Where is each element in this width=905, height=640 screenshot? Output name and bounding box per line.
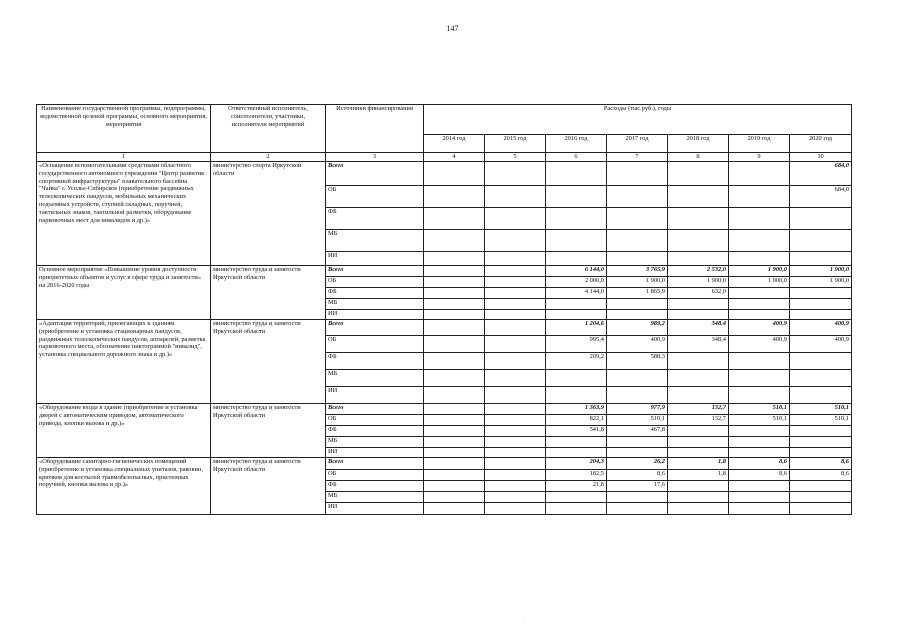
expense-value: 2 532,0 [668,266,729,277]
funding-source: МБ [326,230,424,252]
activity-executor: министерство труда и занятости Иркутской области [211,266,326,320]
expense-value [790,426,852,437]
expense-value [668,208,729,230]
expense-value: 1 900,0 [729,277,790,288]
expense-value: 182,5 [546,470,607,481]
table-row [37,458,852,470]
expense-value: 632,0 [668,288,729,299]
header-year: 2014 год [424,135,485,153]
expense-value: 400,9 [790,336,852,353]
expense-value: 132,7 [668,415,729,426]
expense-value [607,437,668,448]
expense-value: 204,3 [546,458,607,470]
funding-source: ИИ [326,448,424,458]
activity-description: Основное мероприятие «Повышение уровня доступности приоритетных объектов и услуг в сфере труда и занятости» на 2016-2020 годы [37,266,211,320]
expense-value [668,230,729,252]
expense-value: 6 144,0 [546,266,607,277]
expense-value [668,252,729,266]
expense-value [424,404,485,415]
expense-value [424,387,485,404]
expense-value: 510,1 [729,404,790,415]
funding-source: ИИ [326,252,424,266]
header-year: 2015 год [485,135,546,153]
expense-value [668,492,729,503]
expense-value [546,162,607,186]
expense-value: 510,1 [790,404,852,415]
expense-value [424,370,485,387]
expense-value [546,503,607,515]
expense-value [424,320,485,336]
funding-source: Всего [326,162,424,186]
expense-value: 1 900,0 [790,266,852,277]
expense-value [729,426,790,437]
expense-value [607,299,668,310]
expense-value [485,252,546,266]
column-number: 7 [607,153,668,162]
expense-value: 348,4 [668,336,729,353]
expense-value: 1 900,0 [729,266,790,277]
expense-value [424,426,485,437]
footer-mark: . [524,618,526,624]
expense-value [485,426,546,437]
expense-value: 541,8 [546,426,607,437]
expense-value [485,277,546,288]
expense-value [424,277,485,288]
expense-value [729,288,790,299]
expense-value [668,448,729,458]
expense-value: 8,6 [729,470,790,481]
expense-value: 400,9 [790,320,852,336]
expense-value [485,458,546,470]
expense-value: 400,9 [607,336,668,353]
column-number: 2 [211,153,326,162]
activity-executor: министерство труда и занятости Иркутской области [211,458,326,515]
page-number: 147 [446,24,459,33]
expense-value: 1 900,0 [790,277,852,288]
expense-value [546,387,607,404]
header-year: 2018 год [668,135,729,153]
expense-value [485,230,546,252]
expense-value [546,448,607,458]
expense-value [790,252,852,266]
expense-value: 26,2 [607,458,668,470]
expense-value: 1,8 [668,470,729,481]
expense-value [790,437,852,448]
expense-value [790,448,852,458]
activity-executor: министерство труда и занятости Иркутской области [211,320,326,404]
activity-executor: министерство спорта Иркутской области [211,162,326,266]
expense-value: 1 363,9 [546,404,607,415]
expense-value [729,310,790,320]
expense-value [607,208,668,230]
expense-value [729,162,790,186]
funding-source: МБ [326,299,424,310]
expense-value [790,492,852,503]
expense-value [485,492,546,503]
expense-value [485,448,546,458]
expense-value [668,481,729,492]
expense-value: 510,1 [607,415,668,426]
expense-value [729,230,790,252]
expense-value [485,415,546,426]
expense-value [790,288,852,299]
activity-executor: министерство труда и занятости Иркутской области [211,404,326,458]
expense-value [485,353,546,370]
header-year: 2020 год [790,135,852,153]
expense-value [729,492,790,503]
activity-description: «Оснащение вспомогательными средствами областного государственного автономного учреждения "Центр развития спортивной инфраструктуры" плавательного бассейна "Чайка" г. Усолье-Сибирское (приобретение раздвижных телескопических пандусов, мобильных механических подъемных устройств, ступней складных, поручней, тактильных знаков, тактильной разметки, оборудование парковочных мест для инвалидов и др.)» [37,162,211,266]
expense-value: 1 865,9 [607,288,668,299]
expense-value [424,448,485,458]
expense-value [729,252,790,266]
expense-value [668,370,729,387]
expense-value [607,252,668,266]
expense-value [607,492,668,503]
expense-value [424,288,485,299]
expense-value [485,404,546,415]
header-executor: Ответственный исполнитель, соисполнители, участники, исполнители мероприятий [211,105,326,153]
funding-source: ИИ [326,503,424,515]
expense-value [607,503,668,515]
expense-value [424,252,485,266]
expense-value [790,353,852,370]
expense-value: 8,6 [729,458,790,470]
expense-value: 467,8 [607,426,668,437]
expense-value [668,437,729,448]
expense-value [607,186,668,208]
expense-value [485,186,546,208]
expense-value [485,310,546,320]
expense-value: 1 900,0 [668,277,729,288]
funding-source: ОБ [326,186,424,208]
column-number: 5 [485,153,546,162]
funding-source: ФБ [326,208,424,230]
expense-value [790,230,852,252]
expense-value: 132,7 [668,404,729,415]
expense-value [424,186,485,208]
expense-value [424,299,485,310]
expense-value: 989,2 [607,320,668,336]
funding-source: ОБ [326,336,424,353]
expense-value [607,162,668,186]
expense-value [485,470,546,481]
expense-value: 2 000,0 [546,277,607,288]
header-sources: Источники финансирования [326,105,424,153]
expense-value [424,230,485,252]
activity-description: «Адаптация территорий, прилегающих к зданиям (приобретение и установка стационарных пандусов, раздвижных телескопических пандусов, аппарелей, разметка парковочного места, обозначение пиктограммой "инвалид", установка специального дорожного знака и др.)» [37,320,211,404]
table-row [37,320,852,336]
expense-value [607,387,668,404]
expense-value [729,437,790,448]
funding-source: ОБ [326,415,424,426]
expense-value [424,458,485,470]
expense-value [424,503,485,515]
expense-value: 400,9 [729,336,790,353]
expense-value [485,437,546,448]
column-number: 9 [729,153,790,162]
expense-value [607,370,668,387]
expense-value [485,387,546,404]
column-number: 6 [546,153,607,162]
expense-value: 588,3 [607,353,668,370]
funding-source: ИИ [326,310,424,320]
expense-value [424,437,485,448]
funding-source: Всего [326,320,424,336]
expense-value [424,470,485,481]
header-row [37,105,852,135]
expense-value: 17,6 [607,481,668,492]
expense-value [546,252,607,266]
expense-value [485,266,546,277]
expense-value: 1 900,0 [607,277,668,288]
expense-value: 822,1 [546,415,607,426]
expense-value [729,387,790,404]
expense-value [607,230,668,252]
expense-value [729,299,790,310]
expense-value: 3 765,9 [607,266,668,277]
header-year: 2019 год [729,135,790,153]
expense-value [729,481,790,492]
expense-value [424,310,485,320]
expense-value: 8,6 [790,458,852,470]
expense-value [790,503,852,515]
expense-value [729,208,790,230]
column-number: 8 [668,153,729,162]
expense-value [424,336,485,353]
expense-value [424,208,485,230]
expense-value: 1,8 [668,458,729,470]
expense-value: 8,6 [790,470,852,481]
expense-value [790,208,852,230]
expense-value: 1 204,6 [546,320,607,336]
expense-value [485,299,546,310]
expense-value [424,353,485,370]
expense-value [729,186,790,208]
expense-value: 977,9 [607,404,668,415]
expense-value [546,208,607,230]
expense-value [790,299,852,310]
table-row [37,404,852,415]
expense-value [424,415,485,426]
expense-value [485,336,546,353]
expense-value [668,186,729,208]
expense-value [790,481,852,492]
header-year: 2016 год [546,135,607,153]
expense-value [729,448,790,458]
expense-value: 21,8 [546,481,607,492]
expense-value [424,492,485,503]
expense-value [790,310,852,320]
activity-description: «Оборудование санитарно-гигиенических помещений (приобретение и установка специальных унитазов, раковин, крючков для костылей травмобезопасных, пристенных поручней, кнопки вызова и др.)» [37,458,211,515]
expense-value [546,370,607,387]
expense-value [546,299,607,310]
expense-value [485,162,546,186]
expense-value [607,310,668,320]
expense-value [607,448,668,458]
expense-value [424,162,485,186]
header-year: 2017 год [607,135,668,153]
expense-value [668,162,729,186]
funding-source: ОБ [326,277,424,288]
expense-value [668,387,729,404]
funding-source: Всего [326,404,424,415]
budget-table [36,104,852,515]
funding-source: ФБ [326,353,424,370]
expense-value: 684,0 [790,186,852,208]
expense-value: 348,4 [668,320,729,336]
expense-value [485,503,546,515]
funding-source: МБ [326,492,424,503]
expense-value [546,310,607,320]
header-expenses: Расходы (тыс.руб.), годы [424,105,852,135]
table-row [37,162,852,186]
expense-value [546,230,607,252]
expense-value [729,503,790,515]
expense-value: 209,2 [546,353,607,370]
funding-source: ОБ [326,470,424,481]
funding-source: Всего [326,266,424,277]
expense-value [424,481,485,492]
funding-source: ИИ [326,387,424,404]
expense-value [546,437,607,448]
column-number-row [37,153,852,162]
funding-source: ФБ [326,481,424,492]
column-number: 1 [37,153,211,162]
expense-value [668,310,729,320]
expense-value [424,266,485,277]
activity-description: «Оборудование входа в здание (приобретение и установка дверей с автоматическим приводом, автоматического привода, кнопки вызова и др.)» [37,404,211,458]
expense-value [668,353,729,370]
expense-value [668,503,729,515]
expense-value: 995,4 [546,336,607,353]
column-number: 4 [424,153,485,162]
column-number: 3 [326,153,424,162]
expense-value [485,288,546,299]
expense-value [546,492,607,503]
header-program: Наименование государственной программы, подпрограммы, ведомственной целевой программы, основного мероприятия, мероприятия [37,105,211,153]
funding-source: ФБ [326,288,424,299]
expense-value: 400,9 [729,320,790,336]
expense-value: 510,1 [729,415,790,426]
expense-value: 8,6 [607,470,668,481]
expense-value [485,481,546,492]
expense-value [668,299,729,310]
expense-value: 510,1 [790,415,852,426]
table-row [37,266,852,277]
expense-value [485,320,546,336]
expense-value: 4 144,0 [546,288,607,299]
expense-value [668,426,729,437]
expense-value [790,387,852,404]
expense-value [790,370,852,387]
funding-source: МБ [326,370,424,387]
column-number: 10 [790,153,852,162]
expense-value [546,186,607,208]
expense-value [729,370,790,387]
expense-value [485,370,546,387]
funding-source: ФБ [326,426,424,437]
expense-value [485,208,546,230]
funding-source: Всего [326,458,424,470]
expense-value [729,353,790,370]
expense-value: 684,0 [790,162,852,186]
funding-source: МБ [326,437,424,448]
